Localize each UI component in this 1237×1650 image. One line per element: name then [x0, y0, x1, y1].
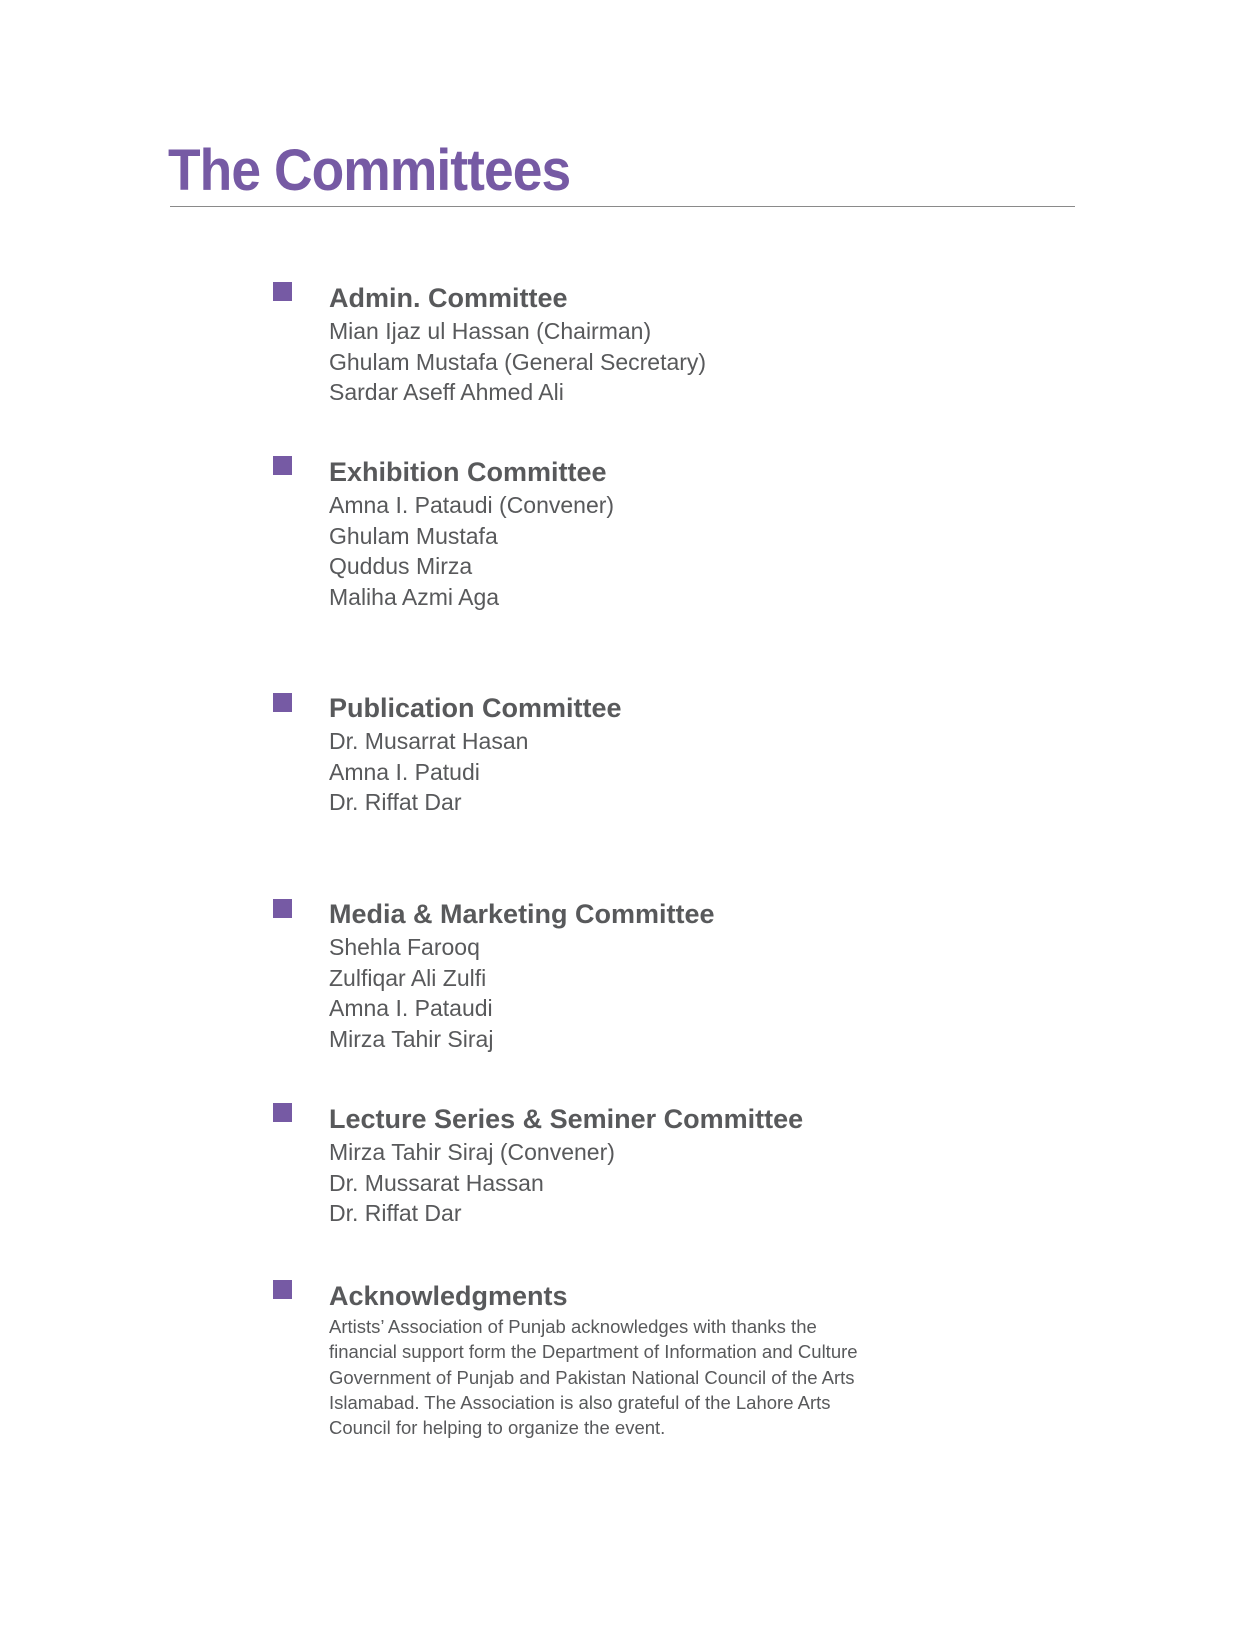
member-name: Amna I. Pataudi	[329, 995, 493, 1021]
member-name: Zulfiqar Ali Zulfi	[329, 964, 487, 991]
member-name: Maliha Azmi Aga	[329, 583, 500, 610]
title-divider	[170, 206, 1075, 207]
member-name: Ghulam Mustafa	[329, 522, 498, 549]
square-bullet-icon	[273, 1280, 292, 1299]
member-name: Quddus Mirza	[329, 553, 473, 579]
square-bullet-icon	[273, 899, 292, 918]
member-name: Amna I. Patudi	[329, 758, 480, 785]
member-name: Mian Ijaz ul Hassan (Chairman)	[329, 318, 652, 344]
member-name: Dr. Riffat Dar	[329, 1200, 462, 1226]
page-title: The Committees	[168, 138, 571, 203]
section-heading: Exhibition Committee	[329, 457, 607, 487]
member-name: Dr. Riffat Dar	[329, 789, 462, 815]
member-name: Dr. Mussarat Hassan	[329, 1169, 544, 1196]
member-name: Amna I. Pataudi (Convener)	[329, 492, 615, 518]
section-heading: Acknowledgments	[329, 1281, 568, 1311]
square-bullet-icon	[273, 1103, 292, 1122]
section-heading: Media & Marketing Committee	[329, 899, 715, 929]
member-name: Dr. Musarrat Hasan	[329, 728, 529, 754]
member-name: Mirza Tahir Siraj (Convener)	[329, 1139, 615, 1165]
member-name: Mirza Tahir Siraj	[329, 1025, 494, 1052]
square-bullet-icon	[273, 456, 292, 475]
square-bullet-icon	[273, 693, 292, 712]
member-name: Sardar Aseff Ahmed Ali	[329, 379, 564, 405]
section-heading: Publication Committee	[329, 693, 622, 723]
section-heading: Lecture Series & Seminer Committee	[329, 1104, 804, 1134]
square-bullet-icon	[273, 282, 292, 301]
section-heading: Admin. Committee	[329, 283, 568, 313]
member-name: Shehla Farooq	[329, 934, 480, 960]
acknowledgments-text: Artists’ Association of Punjab acknowledges with thanks the financial support form the Department of Information and Culture Government of Punjab and Pakistan National Council of the Arts Islamabad. The Association is also grateful of the Lahore Arts Council for helping to organize the event.	[329, 1316, 858, 1439]
member-name: Ghulam Mustafa (General Secretary)	[329, 348, 707, 375]
